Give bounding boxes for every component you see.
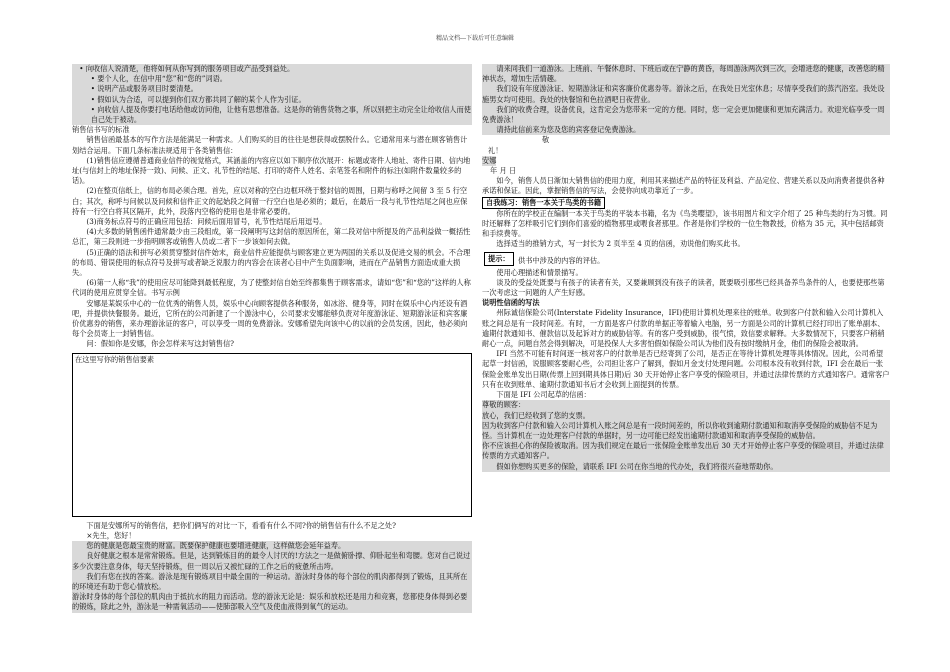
- paragraph: (1)销售信应遵循普通商业信件的视觉格式，其涵盖的内容应以如下顺序依次展开：标题或寄件人地址、寄件日期、信内地址(与信封上的地址保持一致)、问候、正文、礼节性的结尾、打印的寄件人姓名、亲笔签名和附件的标注(如附件数量较多的话)。: [72, 155, 471, 186]
- left-column: [72, 64, 472, 613]
- sign-date: 年 月 日: [490, 166, 517, 176]
- paragraph: ×先生，您好！: [86, 530, 136, 540]
- paragraph: (3)商务标点符号的正确应用包括：问候后面用冒号，礼节性结尾后用逗号。: [86, 217, 327, 227]
- paragraph: IFI 当然不可能有时间逐一核对客户的付款单是否已经寄到了公司，是否正在等待计算机处理等具体情况。因此，公司希望起草一封信函，说服顾客要耐心些，公司担让客户了解到，假如月金支付处理问题。公司根本没有收到付款，IFI 会在最后一张保险金账单发出日期(传票上回到期具体日期)后 30 天开始停止客户享受的保险项目，并通过法律传票的方式通知客户。通常客户只有在收到账单、逾期付款通知书后才会收到上面提到的传票。: [482, 349, 890, 389]
- paragraph: 我们的收费合理，设备优良，这肯定会为您带来一定的方便。同时，您一定会更加健康和更加充满活力。欢迎光临享受一周免费游泳！: [482, 105, 890, 125]
- paragraph: 说明性信函的写法: [482, 298, 540, 308]
- paragraph: 下面是 IFI 公司起草的信函：: [496, 390, 591, 400]
- paragraph: • 假如认为合适，可以提到你们双方都共同了解的某个人作为引证。: [72, 95, 472, 105]
- paragraph: 问：假如你是安娜，你会怎样来写这封销售信?: [86, 339, 234, 349]
- paragraph: 销售信书写的标准: [72, 125, 130, 135]
- right-column: [482, 64, 890, 472]
- paragraph: (5)正确的语法和拼写必须贯穿整封信件始末，商业信件应能提供与顾客建立更为两国的关系以及促进交易的机会。不合理的布局、错误使用的标点符号及拼写或者缺乏说服力的内容会在读者心目中产生负面影响，进而在产品销售方面造成重大损失。: [72, 247, 471, 278]
- left-top-paragraphs: [72, 64, 472, 350]
- right-mid-paragraphs: [482, 176, 890, 196]
- paragraph: 假如你想购买更多的保险，请联系 IFI 公司在你当地的代办处，我们将很兴奋地帮助你。: [482, 462, 890, 472]
- paragraph: • 说明产品或服务项目时要清楚。: [72, 84, 472, 94]
- paragraph: (2)在整页信纸上，信的布局必须合理。首先，应以对称的空白边框环绕于整封信的周围，日期与称呼之间留 3 至 5 行空白；其次，称呼与问候以及问候和信件正文的起始段之间留一行空白也是必须的；最后，在最后一段与礼节性结尾之间也应保持有一行空白将其区隔开，此外，段落内空格的使用也是非常必要的。: [72, 186, 468, 216]
- paragraph: 放心，我们已经收到了您的支票。: [482, 411, 890, 421]
- sign-li: 礼！: [488, 145, 503, 155]
- paragraph: 州际诚信保险公司(Interstate Fidelity Insurance，IFI)使用计算机处理来往的账单。收到客户付款和输入公司计算机入账之间总是有一段时间差。有时，一方面是客户付款的单据正等着输入电脑，另一方面是公司的计算机已经打印出了账单副本、逾期付款通知书、催款信以及起诉对方的威胁信等。有的客户受到威胁，很气愤，致信要求解释。大多数情况下，只要客户稍稍耐心一点，问题自然会得到解决，可是投保人大多害怕假如保险公司认为他们没有按时缴纳月金，他们的保险会被取消。: [482, 308, 885, 349]
- paragraph: 请持此信前来为您及您的宾客登记免费游泳。: [482, 125, 890, 135]
- paragraph: 下面是安娜所写的销售信，把你们俩写的对比一下，看看有什么不同?你的销售信有什么不足之处?: [86, 520, 396, 530]
- tip-label: 提示：: [484, 252, 514, 266]
- paragraph: 我们设有年度游泳证、短期游泳证和宾客廉价优惠券等。游泳之后，在我处日光室休息；尽情享受我们的蒸汽浴室。我处设施男女均可使用。我处的快餐馆和色拉酒吧日夜营业。: [482, 84, 890, 104]
- answer-box[interactable]: [72, 353, 472, 517]
- paragraph: (6)第一人称“我”的使用应尽可能降到最低程度，为了使整封信自始至终都集售于顾客需求，请如“您”和“您的”这样的人称代词的使用应贯穿全信。书写示例: [72, 278, 471, 298]
- paragraph: 我们有您在找的答案。游泳是现有锻炼项目中最全面的一种运动。游泳时身体的每个部位的肌肉都得到了锻炼，且其所在的环境还有助于您心情放松。: [72, 572, 472, 592]
- paragraph: 使用心理描述和情景描写。: [496, 267, 583, 277]
- paragraph: 你所在的学校正在编制一本关于鸟类的平装本书籍，名为《鸟类嘤望》，该书用图片和文字介绍了 25 种鸟类的行为习惯。同时还解释了怎样吸引它们到你们喜爱的植物那里或喂食者那里。作者是你们学校的一位生物教授，价格为 35 元，其中包括邮资和手续费等。: [482, 208, 888, 239]
- paragraph: 你不应该担心你的保险被取消。因为我们规定在最后一张保险金账单发出后 30 天才开始停止客户享受的保险项目，并通过法律传票的方式通知客户。: [482, 441, 890, 461]
- paragraph: • 向收信人说清楚，他将如何从你写到的服务项目或产品受到益处。: [72, 64, 472, 74]
- tip-row: [482, 250, 890, 268]
- sign-name: 安娜: [482, 155, 497, 165]
- tip-text: 供书中涉及的内容的评估。: [518, 255, 605, 265]
- paragraph: 如今，销售人员日渐加大销售信的使用力度，利用其来描述产品的特征及利益、产品定位、营建关系以及向消费者提供各种承诺和保证。因此，掌握销售信的写法，会使你向成功靠近了一步。: [482, 176, 885, 196]
- right-top-paragraphs: [482, 64, 890, 135]
- paragraph: 良好健康之根本是常常锻炼。但是，达到锻炼目的的最令人讨厌的!方法之一是做俯卧撑、仰卧起坐和弯腰。您对自己说过多少次要注意身体，每天坚持锻炼，但一周以后又被忙碌的工作之后的疲惫所击垮。: [72, 551, 471, 571]
- sign-jing: 敬: [542, 135, 550, 145]
- paragraph: 游泳时身体的每个部位的肌肉由于抵抗水的阻力而活动。您的游泳无论是：娱乐和放松还是用力和竞赛，您都使身体得到必要的锻炼，除此之外，游泳是一种需氧活动——使肺部吸入空气及使血液得到氧气的运动。: [72, 592, 472, 612]
- paragraph: 请来同我们一道游泳。上班前、午餐休息时、下班后或在宁静的黄昏，每周游泳两次到三次，会增进您的健康，改善您的精神状态，增加生活情趣。: [482, 64, 890, 84]
- page-header: 精品文档---下载后可任意编辑: [435, 35, 515, 42]
- left-bottom-paragraphs: [72, 521, 472, 613]
- self-test-heading: 自我练习：销售一本关于鸟类的书籍: [482, 197, 605, 209]
- answer-box-label: 在这里写你的销售信要素: [75, 354, 155, 364]
- paragraph: 谈及的受益处既要与有孩子的读者有关，又要兼顾到没有孩子的读者，既要吸引那些已经具备养鸟条件的人，也要使那些第一次考虑这一问题的人产生好感。: [482, 277, 885, 298]
- paragraph: 销售信函最基本的写作方法是能满足一种需求。人们购买的目的往往是想获得或摆脱什么。它通常用来与潜在顾客销售计划结合运用。下面几条标准法规适用于各类销售信：: [72, 135, 468, 155]
- paragraph: 您的健康是您最宝贵的财富。既要保护健康也要增进健康，这样做您会延年益寿。: [72, 541, 472, 551]
- paragraph: • 要个人化，在信中用“您”和“您的”词语。: [72, 74, 472, 84]
- paragraph: 安娜是某娱乐中心的一位优秀的销售人员，娱乐中心向顾客提供各种服务，如冰浴、健身等，同时在娱乐中心内还设有酒吧，并提供快餐服务。最近，它所在的公司新建了一个游泳中心，公司要求安娜能够负责对年度游泳证、短期游泳证和宾客廉价优惠券的销售，来办理游泳证的客户，可以享受一周的免费游泳。安娜希望先向该中心的以前的会员发函，因此，他必须向每个会员寄上一封销售信。: [72, 298, 468, 339]
- right-bottom-paragraphs: [482, 268, 890, 472]
- right-mid2-paragraphs: [482, 209, 890, 250]
- paragraph: • 向收信人提及你要打电话给他或访问他，让他有思想准备。这是你的销售货物之事，所以别把主动完全让给收信人而使自己处于被动。: [72, 105, 472, 125]
- paragraph: 选择适当的推销方式，写一封长为 2 页半至 4 页的信函，劝说他们购买此书。: [496, 239, 745, 249]
- paragraph: (4)大多数的销售函件通常最少由三段组成，第一段阐明写这封信的原因所在，第二段对信中所提及的产品利益做一概括性总汇，第三段则进一步指明顾客或销售人员或二者下一步该如何去做。: [72, 227, 471, 247]
- paragraph: 尊敬的顾客：: [482, 400, 890, 410]
- paragraph: 因为收到客户付款和输入公司计算机入账之间总是有一段时间差的，所以你收到逾期付款通知和取消享受保险的威胁信不足为怪。当计算机在一边处理客户付款的单据时，另一边可能已经发出逾期付款通知和取消享受保险的威胁信。: [482, 421, 890, 441]
